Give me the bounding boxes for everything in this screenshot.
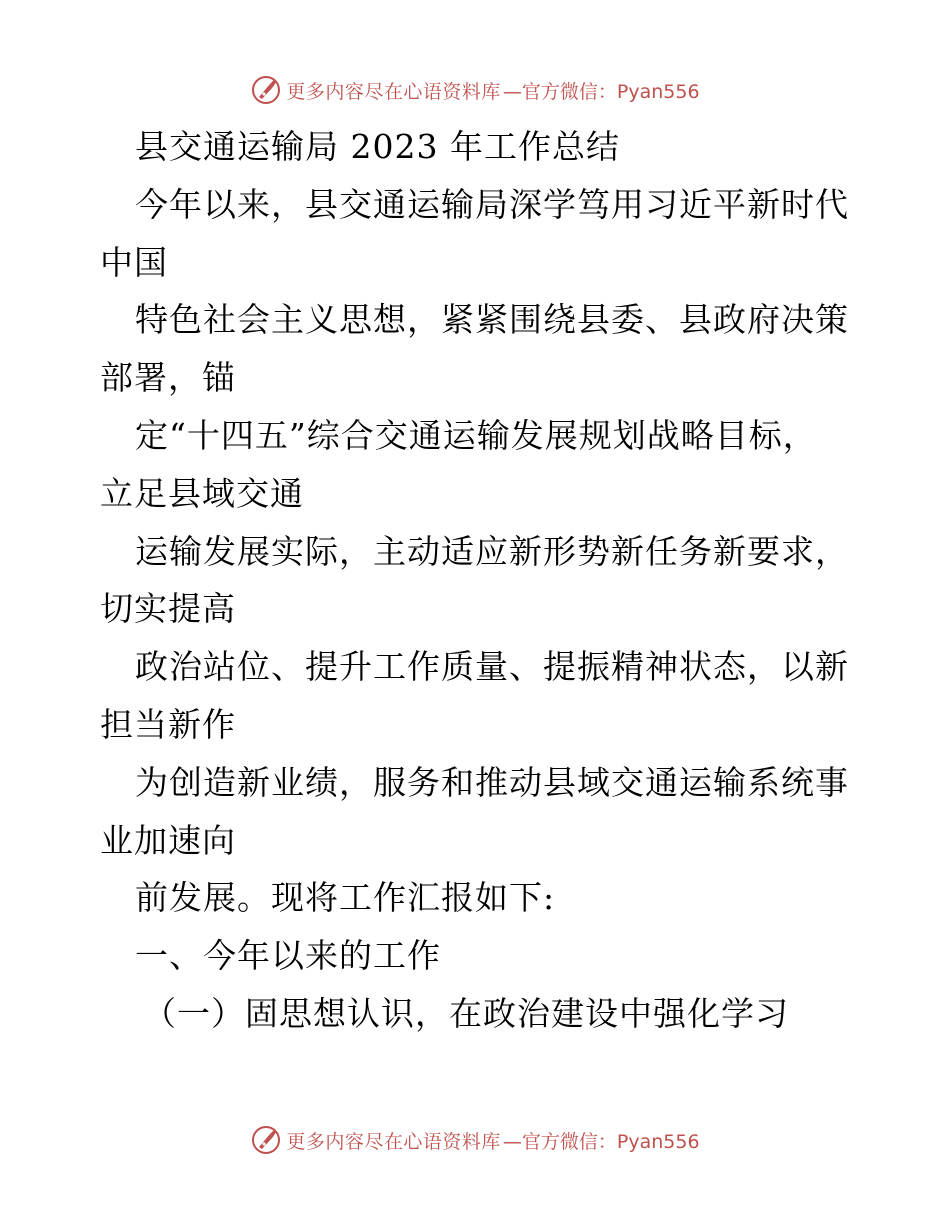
text-line: 立足县域交通 (100, 473, 304, 513)
text-line: 切实提高 (100, 589, 236, 629)
text-line: 特色社会主义思想，紧紧围绕县委、县政府决策 (135, 300, 849, 340)
footer-watermark (0, 1120, 950, 1160)
watermark-text: 更多内容尽在心语资料库 (286, 1130, 501, 1153)
text-line: 前发展。现将工作汇报如下: (135, 878, 556, 918)
text-line: 业加速向 (100, 820, 236, 860)
watermark-text: 更多内容尽在心语资料库 (286, 80, 501, 103)
text-line: 政治站位、提升工作质量、提振精神状态，以新 (135, 647, 849, 687)
text-line: 为创造新业绩，服务和推动县域交通运输系统事 (135, 762, 849, 802)
subsection-heading: （一）固思想认识，在政治建设中强化学习 (143, 993, 789, 1033)
document-body (100, 118, 860, 1043)
text-line: 部署，锚 (100, 358, 236, 398)
text-line: 今年以来，县交通运输局深学笃用习近平新时代 (135, 184, 849, 224)
text-line: 运输发展实际，主动适应新形势新任务新要求， (135, 531, 849, 571)
fountain-pen-nib-logo-icon (250, 1124, 282, 1156)
header-watermark (0, 70, 950, 110)
fountain-pen-nib-logo-icon (250, 74, 282, 106)
text-line: 定“十四五”综合交通运输发展规划战略目标， (135, 415, 817, 455)
text-line: 担当新作 (100, 704, 236, 744)
document-title: 县交通运输局 2023 年工作总结 (135, 127, 620, 166)
text-line: 中国 (100, 242, 168, 282)
watermark-suffix: —官方微信：Pyan556 (502, 1130, 700, 1153)
section-heading: 一、今年以来的工作 (135, 936, 441, 976)
watermark-suffix: —官方微信：Pyan556 (502, 80, 700, 103)
